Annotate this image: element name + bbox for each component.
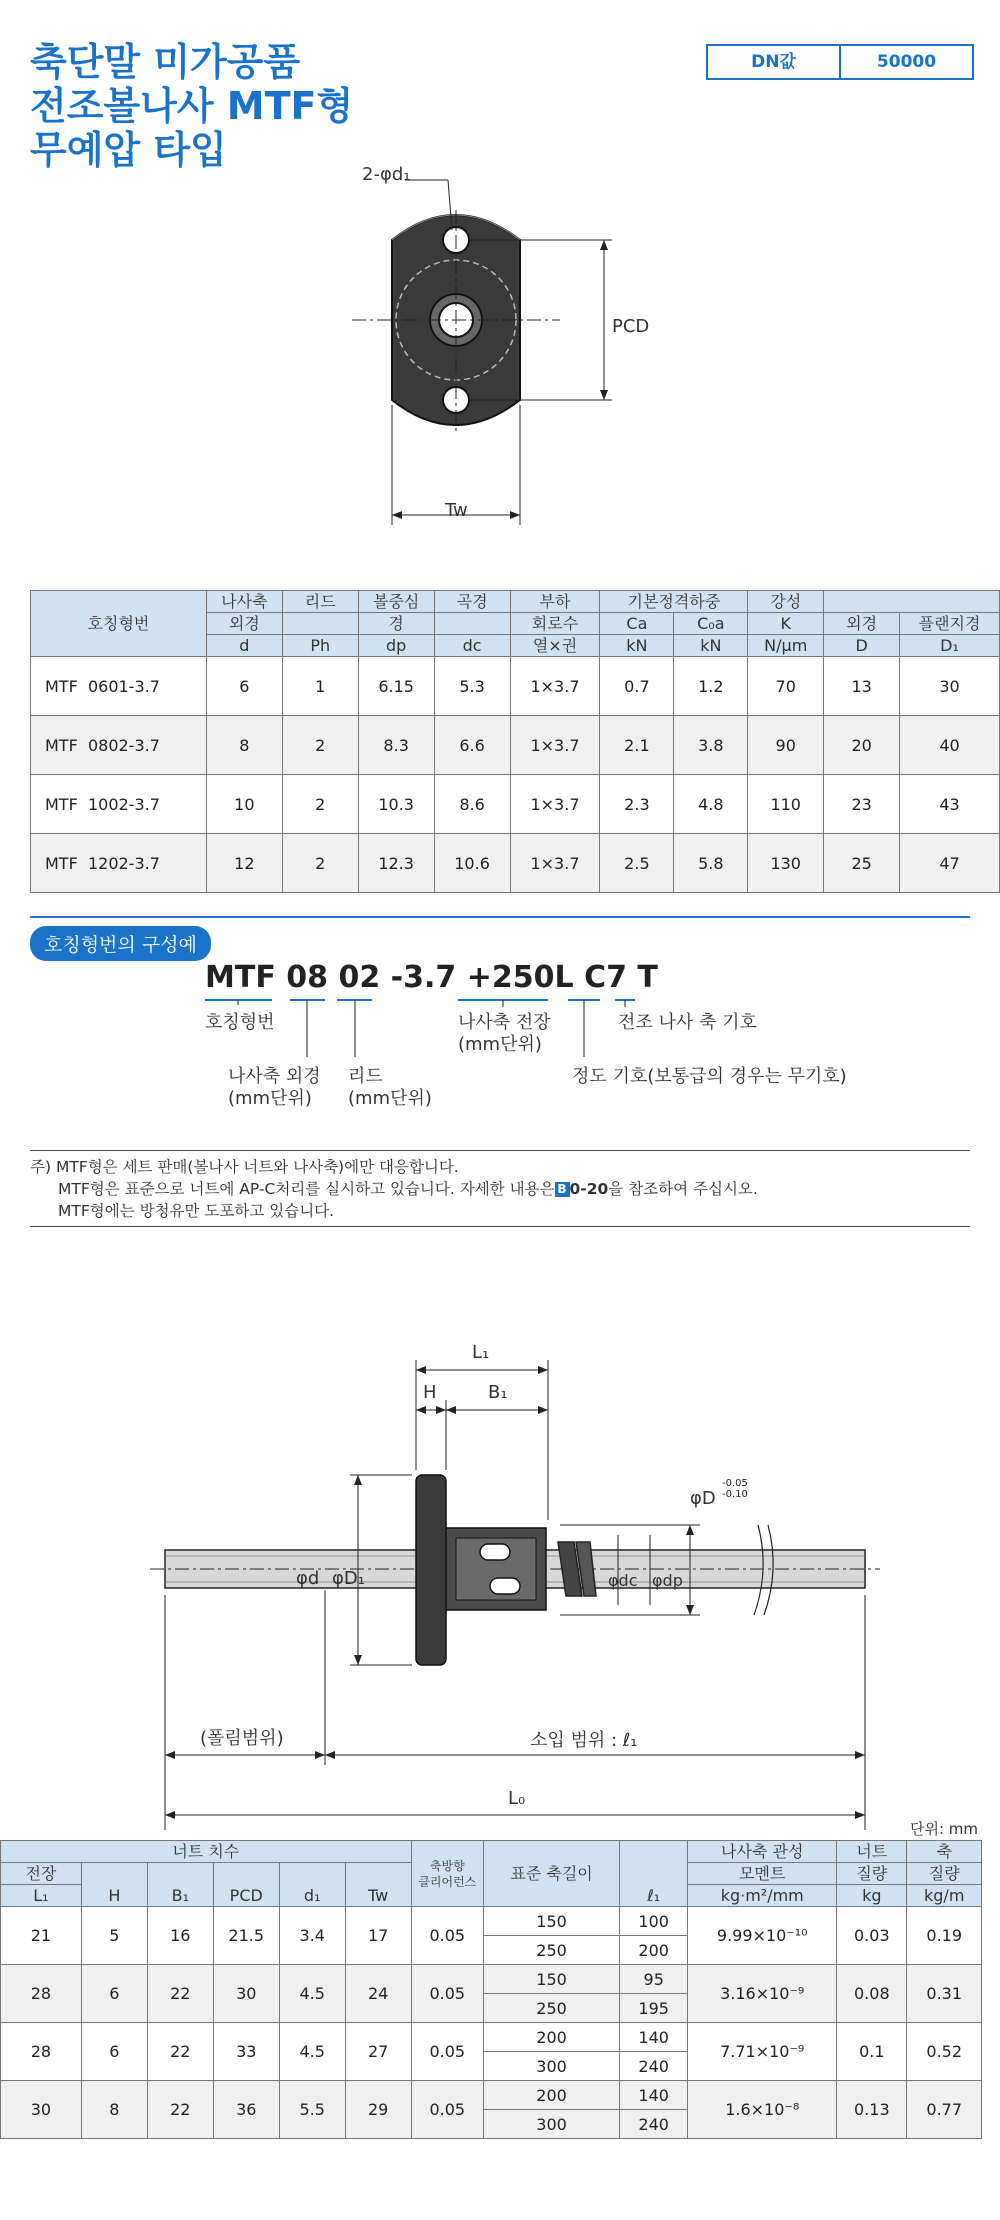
dn-value: 50000 xyxy=(876,52,937,72)
designation-heading: 호칭형번의 구성예 xyxy=(30,926,211,961)
dim-l1: L₁ xyxy=(472,1342,490,1363)
cell-k: 70 xyxy=(748,657,824,716)
th-d-1: 나사축 xyxy=(206,591,282,613)
pcd-label: PCD xyxy=(612,316,650,337)
th-dp-3: dp xyxy=(358,635,434,657)
designation-code xyxy=(205,960,658,995)
cell-od: 20 xyxy=(824,716,900,775)
cell-load: 1×3.7 xyxy=(510,657,600,716)
th-shaft-mass-1: 축 xyxy=(907,1841,982,1863)
cell-l1: 28 xyxy=(1,1965,82,2023)
table-row xyxy=(31,657,1000,716)
cell-coa: 1.2 xyxy=(674,657,748,716)
th-l1-2: L₁ xyxy=(1,1885,82,1907)
cell-len_a: 200 xyxy=(483,2081,619,2110)
catalog-ref-page[interactable]: 0-20 xyxy=(569,1180,609,1198)
cell-pcd: 21.5 xyxy=(213,1907,279,1965)
cell-inertia: 9.99×10⁻¹⁰ xyxy=(688,1907,837,1965)
cell-inertia: 3.16×10⁻⁹ xyxy=(688,1965,837,2023)
th-fd-2: D₁ xyxy=(900,635,1000,657)
label-accuracy: 정도 기호(보통급의 경우는 무기호) xyxy=(572,1066,847,1087)
cell-d: 12 xyxy=(206,834,282,893)
cell-ell_a: 140 xyxy=(620,2023,688,2052)
cell-ca: 2.3 xyxy=(600,775,674,834)
th-nut-mass-3: kg xyxy=(837,1885,907,1907)
cell-shaft: 0.31 xyxy=(907,1965,982,2023)
th-nut-mass-2: 질량 xyxy=(837,1863,907,1885)
cell-d: 10 xyxy=(206,775,282,834)
dim-phi-d1: φD₁ xyxy=(332,1568,365,1589)
cell-nut: 0.08 xyxy=(837,1965,907,2023)
th-ph-3: Ph xyxy=(282,635,358,657)
th-nut-dims: 너트 치수 xyxy=(1,1841,412,1863)
th-coa-2: kN xyxy=(674,635,748,657)
cell-clr: 0.05 xyxy=(411,2023,483,2081)
cell-ell_b: 200 xyxy=(620,1936,688,1965)
note-1: 주) MTF형은 세트 판매(볼나사 너트와 나사축)에만 대응합니다. xyxy=(30,1158,459,1176)
code-series: MTF xyxy=(205,960,276,995)
th-dp-1: 볼중심 xyxy=(358,591,434,613)
cell-len_b: 300 xyxy=(483,2110,619,2139)
cell-model: MTF 1202-3.7 xyxy=(31,834,207,893)
cell-pcd: 36 xyxy=(213,2081,279,2139)
th-od-2: D xyxy=(824,635,900,657)
cell-d1: 3.4 xyxy=(279,1907,345,1965)
cell-nut: 0.1 xyxy=(837,2023,907,2081)
cell-d1: 4.5 xyxy=(279,2023,345,2081)
th-std-len: 표준 축길이 xyxy=(483,1841,619,1907)
th-ell1: ℓ₁ xyxy=(620,1841,688,1907)
th-inertia-2: 모멘트 xyxy=(688,1863,837,1885)
cell-clr: 0.05 xyxy=(411,1907,483,1965)
cell-load: 1×3.7 xyxy=(510,716,600,775)
cell-b1: 22 xyxy=(147,1965,213,2023)
th-dc-1: 곡경 xyxy=(434,591,510,613)
section-divider xyxy=(30,916,970,918)
cell-nut: 0.03 xyxy=(837,1907,907,1965)
table-row xyxy=(1,1907,982,1936)
cell-tw: 29 xyxy=(345,2081,411,2139)
dim-b1: B₁ xyxy=(488,1382,508,1403)
th-pcd: PCD xyxy=(213,1863,279,1907)
dn-label: DN값 xyxy=(708,46,841,78)
catalog-ref-icon: B xyxy=(555,1182,570,1197)
cell-dc: 5.3 xyxy=(434,657,510,716)
note-3: MTF형에는 방청유만 도포하고 있습니다. xyxy=(58,1202,335,1220)
label-model: 호칭형번 xyxy=(205,1012,275,1033)
cell-h: 6 xyxy=(81,2023,147,2081)
label-rolled: 전조 나사 축 기호 xyxy=(618,1012,757,1033)
th-h: H xyxy=(81,1863,147,1907)
code-accuracy: C7 xyxy=(584,960,627,995)
range-rolled: (폴림범위) xyxy=(200,1728,284,1749)
th-shaft-mass-2: 질량 xyxy=(907,1863,982,1885)
cell-shaft: 0.77 xyxy=(907,2081,982,2139)
cell-l1: 21 xyxy=(1,1907,82,1965)
cell-ell_b: 240 xyxy=(620,2052,688,2081)
cell-d: 8 xyxy=(206,716,282,775)
cell-dp: 10.3 xyxy=(358,775,434,834)
cell-b1: 22 xyxy=(147,2081,213,2139)
cell-dc: 6.6 xyxy=(434,716,510,775)
cell-len_b: 250 xyxy=(483,1936,619,1965)
cell-len_b: 250 xyxy=(483,1994,619,2023)
cell-len_a: 200 xyxy=(483,2023,619,2052)
th-load-2: 회로수 xyxy=(510,613,600,635)
cell-len_a: 150 xyxy=(483,1965,619,1994)
cell-nut: 0.13 xyxy=(837,2081,907,2139)
nut-flange xyxy=(416,1475,446,1665)
code-outer-dia: 08 xyxy=(286,960,329,995)
table-row xyxy=(31,834,1000,893)
cell-pcd: 33 xyxy=(213,2023,279,2081)
cell-d: 6 xyxy=(206,657,282,716)
cell-load: 1×3.7 xyxy=(510,834,600,893)
th-inertia-3: kg·m²/mm xyxy=(688,1885,837,1907)
cell-ell_b: 195 xyxy=(620,1994,688,2023)
cell-h: 5 xyxy=(81,1907,147,1965)
code-lead: 02 xyxy=(338,960,381,995)
dim-phi-dc: φdc xyxy=(608,1571,638,1590)
th-k-2: K xyxy=(748,613,824,635)
cell-clr: 0.05 xyxy=(411,1965,483,2023)
cell-ph: 2 xyxy=(282,834,358,893)
cell-od: 23 xyxy=(824,775,900,834)
th-d-3: d xyxy=(206,635,282,657)
th-inertia-1: 나사축 관성 xyxy=(688,1841,837,1863)
title-line-1: 축단말 미가공품 xyxy=(30,40,301,84)
code-length: +250L xyxy=(466,960,574,995)
cell-inertia: 1.6×10⁻⁸ xyxy=(688,2081,837,2139)
cell-shaft: 0.19 xyxy=(907,1907,982,1965)
th-ca-2: kN xyxy=(600,635,674,657)
cell-pcd: 30 xyxy=(213,1965,279,2023)
th-nut-mass-1: 너트 xyxy=(837,1841,907,1863)
cell-model: MTF 0802-3.7 xyxy=(31,716,207,775)
cell-tw: 24 xyxy=(345,1965,411,2023)
th-ca-1: Ca xyxy=(600,613,674,635)
th-rated: 기본정격하중 xyxy=(600,591,748,613)
table-row xyxy=(31,775,1000,834)
cell-tw: 17 xyxy=(345,1907,411,1965)
cell-coa: 4.8 xyxy=(674,775,748,834)
cell-coa: 5.8 xyxy=(674,834,748,893)
th-l1-1: 전장 xyxy=(1,1863,82,1885)
code-rolled: T xyxy=(637,960,658,995)
th-b1: B₁ xyxy=(147,1863,213,1907)
spec-table xyxy=(30,590,1000,893)
cell-fd: 43 xyxy=(900,775,1000,834)
cell-ca: 0.7 xyxy=(600,657,674,716)
unit-note: 단위: mm xyxy=(910,1820,979,1838)
title-line-3: 무예압 타입 xyxy=(30,128,227,172)
title-line-2: 전조볼나사 MTF형 xyxy=(30,84,354,128)
cell-model: MTF 0601-3.7 xyxy=(31,657,207,716)
dim-l0: L₀ xyxy=(508,1788,526,1809)
table-row xyxy=(1,2081,982,2110)
cell-od: 13 xyxy=(824,657,900,716)
th-ph-1: 리드 xyxy=(282,591,358,613)
cell-dp: 8.3 xyxy=(358,716,434,775)
label-outer-dia: 나사축 외경 (mm단위) xyxy=(228,1066,321,1109)
code-circuit: -3.7 xyxy=(390,960,457,995)
th-fd-1: 플랜지경 xyxy=(900,613,1000,635)
th-model: 호칭형번 xyxy=(31,591,207,657)
dim-phi-d-shaft: φd xyxy=(296,1568,320,1589)
cell-len_a: 150 xyxy=(483,1907,619,1936)
table-row xyxy=(31,716,1000,775)
th-d1: d₁ xyxy=(279,1863,345,1907)
cell-clr: 0.05 xyxy=(411,2081,483,2139)
cell-inertia: 7.71×10⁻⁹ xyxy=(688,2023,837,2081)
range-install: 소입 범위 : ℓ₁ xyxy=(530,1730,638,1751)
table-row xyxy=(1,1965,982,1994)
cell-ell_a: 95 xyxy=(620,1965,688,1994)
cell-d1: 5.5 xyxy=(279,2081,345,2139)
th-d-2: 외경 xyxy=(206,613,282,635)
th-shaft-mass-3: kg/m xyxy=(907,1885,982,1907)
dn-value-box xyxy=(706,44,974,80)
notes xyxy=(30,1156,758,1222)
cell-fd: 40 xyxy=(900,716,1000,775)
cell-dp: 6.15 xyxy=(358,657,434,716)
cell-shaft: 0.52 xyxy=(907,2023,982,2081)
table-row xyxy=(1,2023,982,2052)
label-lead: 리드 (mm단위) xyxy=(348,1066,432,1109)
th-tw: Tw xyxy=(345,1863,411,1907)
nut-front-view-drawing xyxy=(0,150,1000,530)
cell-dc: 8.6 xyxy=(434,775,510,834)
note-2: MTF형은 표준으로 너트에 AP-C처리를 실시하고 있습니다. 자세한 내용은 B 0-20을 참조하여 주십시오. xyxy=(58,1180,758,1198)
dim-phi-dp: φdp xyxy=(652,1571,683,1590)
cell-k: 130 xyxy=(748,834,824,893)
cell-dc: 10.6 xyxy=(434,834,510,893)
th-load-1: 부하 xyxy=(510,591,600,613)
cell-coa: 3.8 xyxy=(674,716,748,775)
cell-l1: 28 xyxy=(1,2023,82,2081)
cell-ph: 1 xyxy=(282,657,358,716)
cell-dp: 12.3 xyxy=(358,834,434,893)
label-length: 나사축 전장 (mm단위) xyxy=(458,1012,551,1055)
th-od-1: 외경 xyxy=(824,613,900,635)
cell-ell_b: 240 xyxy=(620,2110,688,2139)
cell-ca: 2.1 xyxy=(600,716,674,775)
cell-d1: 4.5 xyxy=(279,1965,345,2023)
cell-len_b: 300 xyxy=(483,2052,619,2081)
cell-h: 6 xyxy=(81,1965,147,2023)
th-k-3: N/μm xyxy=(748,635,824,657)
th-dp-2: 경 xyxy=(358,613,434,635)
cell-ca: 2.5 xyxy=(600,834,674,893)
cell-b1: 16 xyxy=(147,1907,213,1965)
cell-load: 1×3.7 xyxy=(510,775,600,834)
cell-tw: 27 xyxy=(345,2023,411,2081)
dim-h: H xyxy=(423,1382,437,1403)
cell-h: 8 xyxy=(81,2081,147,2139)
dim-phi-d: φD xyxy=(690,1488,716,1509)
th-k-1: 강성 xyxy=(748,591,824,613)
th-coa-1: C₀a xyxy=(674,613,748,635)
cell-ell_a: 140 xyxy=(620,2081,688,2110)
cell-fd: 47 xyxy=(900,834,1000,893)
cell-k: 90 xyxy=(748,716,824,775)
cell-od: 25 xyxy=(824,834,900,893)
cell-model: MTF 1002-3.7 xyxy=(31,775,207,834)
tw-label: Tw xyxy=(445,500,468,521)
hole-label: 2-φd₁ xyxy=(362,164,411,185)
th-clearance: 축방향 클리어런스 xyxy=(411,1841,483,1907)
dim-phi-d-tolerance: -0.05 -0.10 xyxy=(722,1478,748,1500)
cell-k: 110 xyxy=(748,775,824,834)
cell-ell_a: 100 xyxy=(620,1907,688,1936)
cell-ph: 2 xyxy=(282,775,358,834)
th-load-3: 열×권 xyxy=(510,635,600,657)
cell-ph: 2 xyxy=(282,716,358,775)
cell-fd: 30 xyxy=(900,657,1000,716)
cell-l1: 30 xyxy=(1,2081,82,2139)
cell-b1: 22 xyxy=(147,2023,213,2081)
th-dc-3: dc xyxy=(434,635,510,657)
dimension-table xyxy=(0,1840,982,2139)
